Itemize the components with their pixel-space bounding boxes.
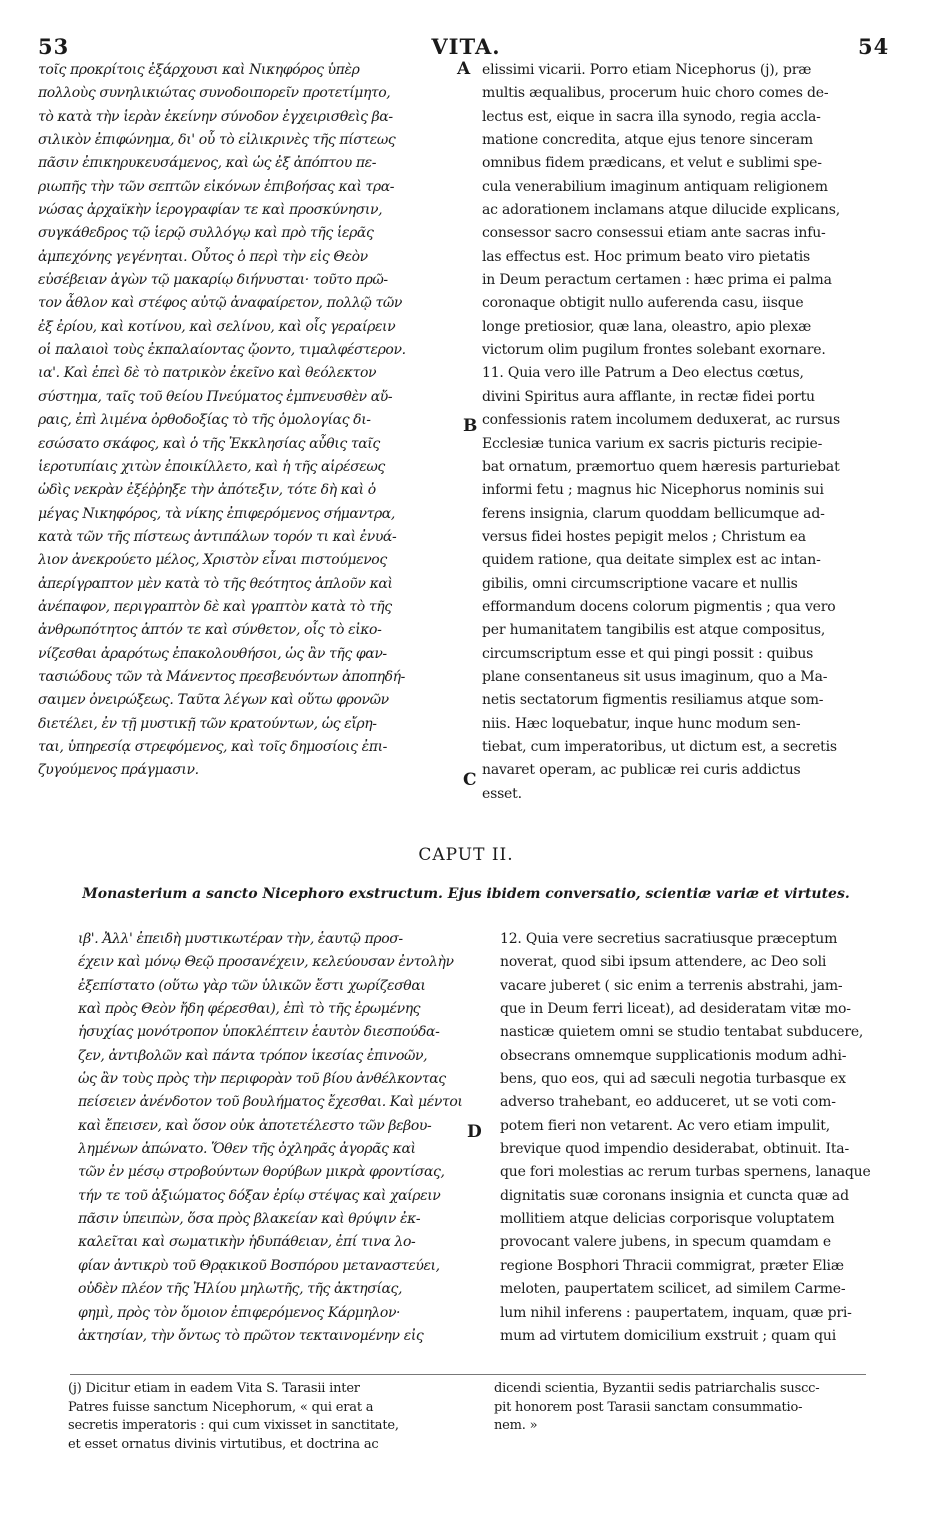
greek-text-line: λιον ἀνεκρούετο μέλος, Χριστὸν εἶναι πιστούμενος	[38, 552, 387, 569]
greek-text-line: διετέλει, ἐν τῇ μυστικῇ τῶν κρατούντων, ὡς εἴρη-	[38, 715, 377, 732]
latin-text-line: in Deum peractum certamen : hæc prima ei palma	[482, 272, 832, 289]
latin-column-top	[482, 59, 902, 806]
latin-column-bottom	[500, 928, 900, 1348]
margin-marker-c: C	[463, 770, 477, 790]
latin-text-line: esset.	[482, 785, 522, 802]
latin-text-line: nasticæ quietem omni se studio tentabat subducere,	[500, 1024, 864, 1041]
greek-text-line: κατὰ τῶν τῆς πίστεως ἀντιπάλων τορόν τι καὶ ἐνυά-	[38, 528, 397, 545]
latin-text-line: Ecclesiæ tunica varium ex sacris picturis recipie-	[482, 435, 823, 452]
latin-text-line: adverso trahebant, eo adduceret, ut se voti com-	[500, 1094, 836, 1111]
greek-text-line: καὶ ἔπεισεν, καὶ ὅσον οὐκ ἀποτετέλεστο τῶν βεβου-	[78, 1117, 432, 1134]
greek-text-line: πολλοὺς συνηλικιώτας συνοδοιπορεῖν προτετίμητο,	[38, 85, 391, 102]
latin-text-line: navaret operam, ac publicæ rei curis addictus	[482, 762, 801, 779]
page-number-right: 54	[858, 34, 890, 59]
greek-column-bottom	[78, 928, 473, 1348]
latin-text-line: victorum olim pugilum frontes solebant exornare.	[482, 342, 826, 359]
running-title: VITA.	[431, 34, 501, 59]
greek-text-line: ιβ'. Ἀλλ' ἐπειδὴ μυστικωτέραν τὴν, ἑαυτῷ προσ-	[78, 931, 403, 947]
footnote-rule	[70, 1374, 866, 1375]
footnote-line: secretis imperatoris : qui cum vixisset in sanctitate,	[68, 1418, 399, 1433]
greek-text-line: ζυγούμενος πράγμασιν.	[38, 762, 199, 779]
latin-text-line: ferens insignia, clarum quoddam bellicumque ad-	[482, 505, 825, 522]
margin-marker-b: B	[463, 416, 478, 436]
latin-text-line: circumscriptum esse et qui pingi possit : quibus	[482, 645, 814, 662]
greek-text-line: ἀπερίγραπτον μὲν κατὰ τὸ τῆς θεότητος ἁπλοῦν καὶ	[38, 575, 393, 592]
greek-text-line: φίαν ἀντικρὺ τοῦ Θρᾳκικοῦ Βοσπόρου μεταναστεύει,	[78, 1257, 440, 1274]
latin-text-line: 11. Quia vero ille Patrum a Deo electus cœtus,	[482, 365, 804, 382]
latin-text-line: netis sectatorum figmentis resiliamus atque som-	[482, 692, 824, 709]
latin-text-line: provocant valere jubens, in specum quamdam e	[500, 1234, 831, 1251]
greek-text-line: ἀκτησίαν, τὴν ὄντως τὸ πρῶτον τεκταινομένην εἰς	[78, 1327, 424, 1344]
latin-text-line: lectus est, eique in sacra illa synodo, regia accla-	[482, 108, 821, 125]
footnote-line: nem. »	[494, 1418, 538, 1433]
footnote-right	[494, 1380, 904, 1436]
greek-text-line: οἱ παλαιοὶ τοὺς ἐκπαλαίοντας ᾤοντο, τιμαλφέστερον.	[38, 342, 406, 359]
latin-text-line: quidem ratione, qua deitate simplex est ac intan-	[482, 552, 821, 569]
greek-text-line: πᾶσιν ὑπειπὼν, ὅσα πρὸς βλακείαν καὶ θρύψιν ἐκ-	[78, 1211, 421, 1228]
greek-text-line: πᾶσιν ἐπικηρυκευσάμενος, καὶ ὡς ἐξ ἀπόπτου πε-	[38, 155, 377, 172]
latin-text-line: tiebat, cum imperatoribus, ut dictum est, a secretis	[482, 738, 837, 755]
latin-text-line: elissimi vicarii. Porro etiam Nicephorus (j), præ	[482, 62, 812, 78]
latin-text-line: efformandum docens colorum pigmentis ; qua vero	[482, 598, 836, 615]
latin-text-line: multis æqualibus, procerum huic choro comes de-	[482, 85, 829, 102]
footnote-line: Patres fuisse sanctum Nicephorum, « qui erat a	[68, 1399, 374, 1415]
latin-text-line: mollitiem atque delicias corporisque voluptatem	[500, 1211, 835, 1228]
greek-text-line: ἱεροτυπίαις χιτὼν ἐποικίλλετο, καὶ ἡ τῆς αἱρέσεως	[38, 458, 385, 475]
greek-text-line: σαιμεν ὀνειρώξεως. Ταῦτα λέγων καὶ οὕτω φρονῶν	[38, 692, 389, 709]
latin-text-line: ac adorationem inclamans atque dilucide explicans,	[482, 202, 840, 219]
latin-text-line: bat ornatum, præmortuo quem hæresis parturiebat	[482, 458, 840, 475]
greek-text-line: σύστημα, ταῖς τοῦ θείου Πνεύματος ἐμπνευσθὲν αὔ-	[38, 388, 393, 405]
footnote-line: (j) Dicitur etiam in eadem Vita S. Tarasii inter	[68, 1381, 360, 1396]
latin-text-line: divini Spiritus aura afflante, in rectæ fidei portu	[482, 388, 815, 405]
latin-text-line: plane consentaneus sit usus imaginum, quo a Ma-	[482, 668, 828, 685]
greek-text-line: τον ἆθλον καὶ στέφος αὐτῷ ἀναφαίρετον, πολλῷ τῶν	[38, 295, 402, 312]
latin-text-line: potem fieri non vetarent. Ac vero etiam impulit,	[500, 1117, 830, 1134]
latin-text-line: noverat, quod sibi ipsum attendere, ac Deo soli	[500, 954, 827, 971]
greek-text-line: ριωπῆς τὴν τῶν σεπτῶν εἰκόνων ἐπιβοήσας καὶ τρα-	[38, 178, 395, 195]
footnote-left	[68, 1380, 478, 1454]
greek-text-line: ζεν, ἀντιβολῶν καὶ πάντα τρόπον ἱκεσίας ἐπινοῶν,	[78, 1047, 428, 1064]
greek-text-line: τῶν ἐν μέσῳ στροβούντων θορύβων μικρὰ φροντίσας,	[78, 1164, 445, 1181]
greek-text-line: καὶ πρὸς Θεὸν ἤδη φέρεσθαι), ἐπὶ τὸ τῆς ἐρωμένης	[78, 1001, 421, 1018]
margin-marker-a: A	[457, 59, 471, 79]
greek-text-line: νίζεσθαι ἀραρότως ἐπακολουθήσοι, ὡς ἂν τῆς φαν-	[38, 645, 387, 662]
page-number-left: 53	[38, 34, 70, 59]
chapter-heading: CAPUT II.	[418, 845, 514, 865]
greek-text-line: τήν τε τοῦ ἀξιώματος δόξαν ἐρίῳ στέψας καὶ χαίρειν	[78, 1187, 441, 1204]
greek-text-line: νώσας ἀρχαϊκὴν ἱερογραφίαν τε καὶ προσκύνησιν,	[38, 202, 383, 219]
latin-text-line: coronaque obtigit nullo auferenda casu, iisque	[482, 295, 804, 312]
greek-text-line: φημὶ, πρὸς τὸν ὅμοιον ἐπιφερόμενος Κάρμηλον·	[78, 1304, 401, 1321]
latin-text-line: versus fidei hostes pepigit melos ; Christum ea	[482, 528, 806, 545]
latin-text-line: que fori molestias ac rerum turbas spernens, lanaque	[500, 1164, 871, 1181]
latin-text-line: las effectus est. Hoc primum beato viro pietatis	[482, 248, 811, 265]
latin-text-line: bens, quo eos, qui ad sæculi negotia turbasque ex	[500, 1071, 846, 1088]
greek-text-line: τοῖς προκρίτοις ἐξάρχουσι καὶ Νικηφόρος ὑπὲρ	[38, 62, 360, 78]
latin-text-line: lum nihil inferens : paupertatem, inquam, quæ pri-	[500, 1304, 852, 1321]
greek-text-line: πείσειεν ἀνένδοτον τοῦ βουλήματος ἔχεσθαι. Καὶ μέντοι	[78, 1094, 463, 1111]
latin-text-line: confessionis ratem incolumem deduxerat, ac rursus	[482, 412, 840, 429]
latin-text-line: omnibus fidem prædicans, et velut e sublimi spe-	[482, 155, 822, 172]
greek-text-line: ἀνέπαφον, περιγραπτὸν δὲ καὶ γραπτὸν κατὰ τὸ τῆς	[38, 598, 392, 615]
greek-text-line: ἐξεπίστατο (οὕτω γὰρ τῶν ὑλικῶν ἔστι χωρίζεσθαι	[78, 977, 426, 994]
greek-text-line: καλεῖται καὶ σωματικὴν ἡδυπάθειαν, ἐπί τινα λο-	[78, 1234, 416, 1251]
greek-text-line: συγκάθεδρος τῷ ἱερῷ συλλόγῳ καὶ πρὸ τῆς ἱερᾶς	[38, 225, 374, 242]
latin-text-line: gibilis, omni circumscriptione vacare et nullis	[482, 575, 798, 592]
latin-text-line: informi fetu ; magnus hic Nicephorus nominis sui	[482, 482, 824, 499]
greek-text-line: τὸ κατὰ τὴν ἱερὰν ἐκείνην σύνοδον ἐγχειρισθεὶς βα-	[38, 108, 393, 125]
greek-text-line: ια'. Καὶ ἐπεὶ δὲ τὸ πατρικὸν ἐκεῖνο καὶ θεόλεκτον	[38, 365, 377, 382]
greek-text-line: ται, ὑπηρεσίᾳ στρεφόμενος, καὶ τοῖς δημοσίοις ἐπι-	[38, 738, 388, 755]
footnote-line: et esset ornatus divinis virtutibus, et doctrina ac	[68, 1436, 379, 1452]
footnote-line: pit honorem post Tarasii sanctam consummatio-	[494, 1399, 803, 1415]
latin-text-line: regione Bosphori Thracii commigrat, præter Eliæ	[500, 1257, 844, 1274]
greek-text-line: ἀνθρωπότητος ἁπτόν τε καὶ σύνθετον, οἷς τὸ εἰκο-	[38, 622, 382, 639]
latin-text-line: 12. Quia vere secretius sacratiusque præceptum	[500, 931, 838, 947]
margin-marker-d: D	[467, 1122, 482, 1142]
greek-text-line: μέγας Νικηφόρος, τὰ νίκης ἐπιφερόμενος σήμαντρα,	[38, 505, 395, 522]
latin-text-line: mum ad virtutem domicilium exstruit ; quam qui	[500, 1327, 837, 1344]
latin-text-line: meloten, paupertatem scilicet, ad similem Carme-	[500, 1281, 846, 1298]
greek-text-line: ἡσυχίας μονότροπον ὑποκλέπτειν ἑαυτὸν διεσπούδα-	[78, 1024, 440, 1041]
latin-text-line: brevique quod impendio desiderabat, obtinuit. Ita-	[500, 1141, 849, 1158]
greek-text-line: ὡς ἂν τοὺς πρὸς τὴν περιφορὰν τοῦ βίου ἀνθέλκοντας	[78, 1071, 446, 1088]
greek-column-top	[38, 59, 463, 783]
greek-text-line: εσώσατο σκάφος, καὶ ὁ τῆς Ἐκκλησίας αὖθις ταῖς	[38, 435, 380, 452]
greek-text-line: ἐξ ἐρίου, καὶ κοτίνου, καὶ σελίνου, καὶ οἷς γεραίρειν	[38, 318, 396, 335]
greek-text-line: ραις, ἐπὶ λιμένα ὀρθοδοξίας τὸ τῆς ὁμολογίας δι-	[38, 412, 371, 429]
latin-text-line: consessor sacro consessui etiam ante sacras infu-	[482, 225, 826, 242]
latin-text-line: que in Deum ferri liceat), ad desideratam vitæ mo-	[500, 1001, 851, 1018]
latin-text-line: longe pretiosior, quæ lana, oleastro, apio plexæ	[482, 318, 812, 335]
greek-text-line: τασιώδους τῶν τὰ Μάνεντος πρεσβευόντων ἀποπηδή-	[38, 668, 405, 685]
greek-text-line: ὠδὶς νεκρὰν ἐξέῤῥηξε τὴν ἀπότεξιν, τότε δὴ καὶ ὁ	[38, 482, 376, 499]
latin-text-line: niis. Hæc loquebatur, inque hunc modum sen-	[482, 715, 801, 732]
latin-text-line: dignitatis suæ coronans insignia et cuncta quæ ad	[500, 1187, 849, 1204]
latin-text-line: per humanitatem tangibilis est atque compositus,	[482, 622, 826, 639]
latin-text-line: obsecrans omnemque supplicationis modum adhi-	[500, 1047, 847, 1064]
greek-text-line: σιλικὸν ἐπιφώνημα, δι' οὗ τὸ εἰλικρινὲς τῆς πίστεως	[38, 132, 396, 149]
chapter-subtitle: Monasterium a sancto Nicephoro exstructum. Ejus ibidem conversatio, scientiæ variæ et virtutes.	[82, 886, 850, 902]
greek-text-line: οὐδὲν πλέον τῆς Ἠλίου μηλωτῆς, τῆς ἀκτησίας,	[78, 1281, 402, 1298]
greek-text-line: λημένων ἀπώνατο. Ὅθεν τῆς ὀχληρᾶς ἀγορᾶς καὶ	[78, 1141, 416, 1158]
greek-text-line: ἀμπεχόνης γεγένηται. Οὗτος ὁ περὶ τὴν εἰς Θεὸν	[38, 248, 368, 265]
latin-text-line: matione concredita, atque ejus tenore sinceram	[482, 132, 813, 149]
greek-text-line: έχειν καὶ μόνῳ Θεῷ προσανέχειν, κελεύουσαν ἐντολὴν	[78, 954, 454, 971]
footnote-line: dicendi scientia, Byzantii sedis patriarchalis suscc-	[494, 1381, 820, 1396]
latin-text-line: vacare juberet ( sic enim a terrenis abstrahi, jam-	[500, 977, 843, 994]
latin-text-line: cula venerabilium imaginum antiquam religionem	[482, 178, 828, 195]
greek-text-line: εὐσέβειαν ἀγὼν τῷ μακαρίῳ διήνυσται· τοῦτο πρῶ-	[38, 272, 388, 289]
